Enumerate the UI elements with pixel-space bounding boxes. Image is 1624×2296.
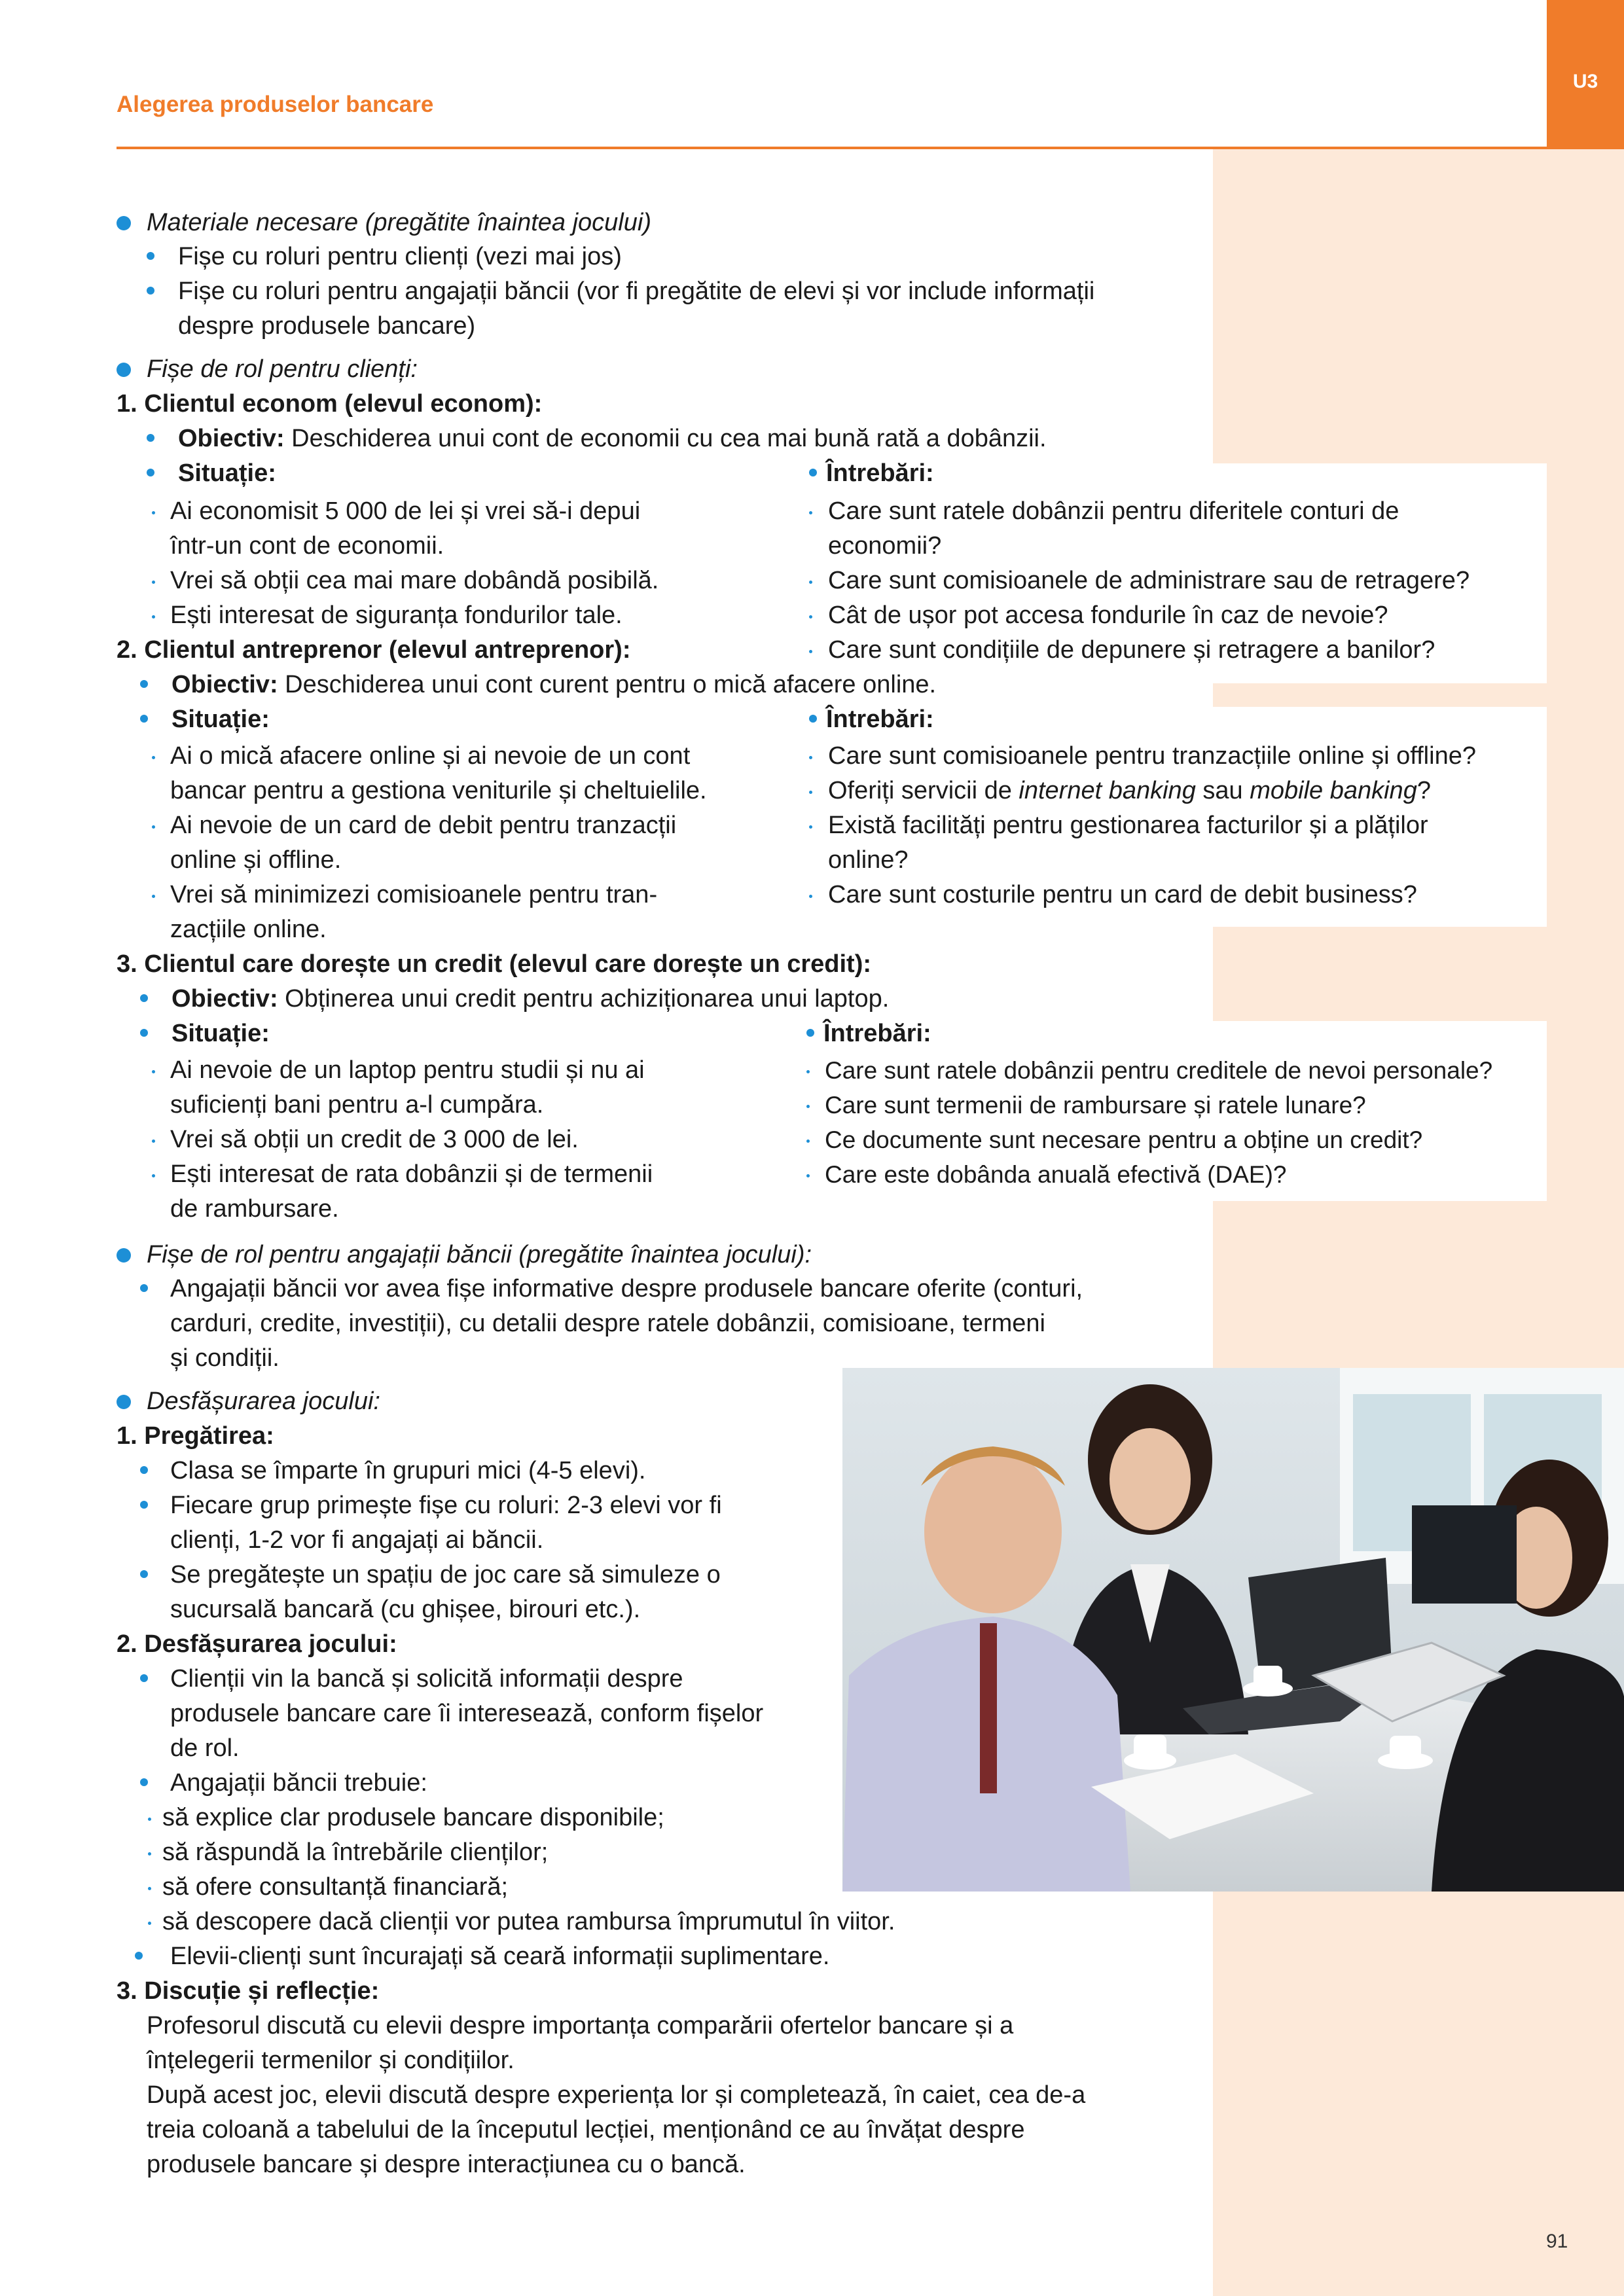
client1-situation: Ai economisit 5 000 de lei și vrei să-i depui bbox=[170, 497, 641, 525]
bullet-icon bbox=[152, 1070, 155, 1073]
bullet-icon bbox=[140, 1284, 148, 1292]
client3-question: Care sunt termenii de rambursare și ratele lunare? bbox=[825, 1092, 1366, 1119]
bullet-icon bbox=[140, 994, 148, 1002]
bullet-icon bbox=[152, 615, 155, 619]
client2-situation: online și offline. bbox=[170, 846, 342, 874]
objective-label: Obiectiv: bbox=[178, 425, 285, 452]
client1-situation: Vrei să obții cea mai mare dobândă posibilă. bbox=[170, 567, 659, 594]
client2-situation: Ai o mică afacere online și ai nevoie de un cont bbox=[170, 742, 691, 770]
bullet-icon bbox=[117, 1395, 131, 1409]
client-cards-heading: Fișe de rol pentru clienți: bbox=[147, 355, 418, 383]
bullet-icon bbox=[809, 650, 812, 653]
bullet-icon bbox=[140, 1778, 148, 1786]
bullet-icon bbox=[117, 1248, 131, 1263]
bullet-icon bbox=[809, 895, 812, 898]
bullet-icon bbox=[147, 434, 154, 442]
bullet-icon bbox=[148, 1852, 151, 1856]
client3-questions-label: Întrebări: bbox=[823, 1020, 931, 1047]
client1-title: 1. Clientul econom (elevul econom): bbox=[117, 390, 543, 418]
client1-objective bbox=[178, 422, 1047, 456]
bullet-icon bbox=[140, 1570, 148, 1578]
bullet-icon bbox=[152, 581, 155, 584]
run-subitem: să explice clar produsele bancare disponibile; bbox=[162, 1804, 664, 1831]
client1-question: Care sunt comisioanele de administrare sau de retragere? bbox=[828, 567, 1470, 594]
bullet-icon bbox=[140, 715, 148, 723]
prep-item: Clasa se împarte în grupuri mici (4-5 elevi). bbox=[170, 1457, 646, 1484]
bullet-icon bbox=[809, 791, 812, 794]
objective-label: Obiectiv: bbox=[171, 985, 278, 1013]
bullet-icon bbox=[809, 715, 817, 723]
bullet-icon bbox=[140, 1466, 148, 1474]
question-text: sau bbox=[1195, 777, 1250, 804]
prep-item: Se pregătește un spațiu de joc care să simuleze o bbox=[170, 1561, 721, 1588]
client1-question: Care sunt ratele dobânzii pentru diferitele conturi de bbox=[828, 497, 1399, 525]
client3-situation: Ai nevoie de un laptop pentru studii și nu ai bbox=[170, 1056, 645, 1084]
client2-question bbox=[828, 774, 1431, 808]
bullet-icon bbox=[809, 756, 812, 759]
bullet-icon bbox=[117, 216, 131, 230]
bullet-icon bbox=[152, 756, 155, 759]
bullet-icon bbox=[152, 825, 155, 829]
client3-objective bbox=[171, 982, 889, 1016]
client3-title: 3. Clientul care dorește un credit (elevul care dorește un credit): bbox=[117, 950, 872, 978]
page-number: 91 bbox=[1546, 2231, 1568, 2252]
run-item: Clienții vin la bancă și solicită informații despre bbox=[170, 1665, 683, 1693]
materials-item: despre produsele bancare) bbox=[178, 312, 476, 340]
client3-question: Ce documente sunt necesare pentru a obține un credit? bbox=[825, 1126, 1423, 1153]
page-header-title: Alegerea produselor bancare bbox=[117, 92, 434, 117]
objective-text: Deschiderea unui cont curent pentru o mică afacere online. bbox=[278, 671, 937, 698]
bullet-icon bbox=[809, 825, 812, 829]
client2-situation-label: Situație: bbox=[171, 706, 270, 733]
run-subitem: să descopere dacă clienții vor putea rambursa împrumutul în viitor. bbox=[162, 1908, 895, 1935]
bullet-icon bbox=[806, 1029, 814, 1037]
client2-situation: zacțiile online. bbox=[170, 916, 327, 943]
bullet-icon bbox=[140, 1501, 148, 1509]
bullet-icon bbox=[152, 1139, 155, 1143]
client2-title: 2. Clientul antreprenor (elevul antreprenor): bbox=[117, 636, 631, 664]
client2-questions-label: Întrebări: bbox=[826, 706, 934, 733]
unit-tab: U3 bbox=[1547, 0, 1624, 149]
game-heading: Desfășurarea jocului: bbox=[147, 1388, 380, 1415]
client1-questions-label: Întrebări: bbox=[826, 459, 934, 487]
bullet-icon bbox=[809, 511, 812, 514]
client1-question: Care sunt condițiile de depunere și retragere a banilor? bbox=[828, 636, 1435, 664]
run-subitem: să ofere consultanță financiară; bbox=[162, 1873, 509, 1901]
bullet-icon bbox=[117, 363, 131, 377]
materials-heading: Materiale necesare (pregătite înaintea jocului) bbox=[147, 209, 651, 236]
bullet-icon bbox=[806, 1139, 810, 1143]
client2-question: Care sunt costurile pentru un card de debit business? bbox=[828, 881, 1417, 908]
bullet-icon bbox=[806, 1174, 810, 1177]
question-text: ? bbox=[1416, 777, 1431, 804]
discussion-text: înțelegerii termenilor și condițiilor. bbox=[147, 2047, 514, 2074]
bullet-icon bbox=[135, 1952, 143, 1960]
bullet-icon bbox=[148, 1887, 151, 1890]
bullet-icon bbox=[806, 1105, 810, 1108]
run-item: produsele bancare care îi interesează, conform fișelor bbox=[170, 1700, 764, 1727]
bank-cards-text: carduri, credite, investiții), cu detalii despre ratele dobânzii, comisioane, termeni bbox=[170, 1310, 1045, 1337]
bullet-icon bbox=[809, 615, 812, 619]
run-item: Elevii-clienți sunt încurajați să ceară informații suplimentare. bbox=[170, 1943, 830, 1970]
bullet-icon bbox=[152, 895, 155, 898]
bullet-icon bbox=[806, 1070, 810, 1073]
client2-situation: Ai nevoie de un card de debit pentru tranzacții bbox=[170, 812, 677, 839]
prep-title: 1. Pregătirea: bbox=[117, 1422, 274, 1450]
client1-situation-label: Situație: bbox=[178, 459, 276, 487]
client1-question: Cât de ușor pot accesa fondurile în caz de nevoie? bbox=[828, 601, 1388, 629]
client1-situation: într-un cont de economii. bbox=[170, 532, 444, 560]
client3-situation-label: Situație: bbox=[171, 1020, 270, 1047]
objective-text: Deschiderea unui cont de economii cu cea mai bună rată a dobânzii. bbox=[284, 425, 1047, 452]
prep-item: clienți, 1-2 vor fi angajați ai băncii. bbox=[170, 1526, 544, 1554]
bank-cards-heading: Fișe de rol pentru angajații băncii (pregătite înaintea jocului): bbox=[147, 1241, 812, 1268]
client2-situation: bancar pentru a gestiona veniturile și cheltuielile. bbox=[170, 777, 707, 804]
bullet-icon bbox=[152, 1174, 155, 1177]
bank-cards-text: Angajații băncii vor avea fișe informative despre produsele bancare oferite (conturi, bbox=[170, 1275, 1083, 1302]
bullet-icon bbox=[140, 1029, 148, 1037]
client2-question: online? bbox=[828, 846, 909, 874]
bullet-icon bbox=[148, 1818, 151, 1821]
client3-situation: suficienți bani pentru a-l cumpăra. bbox=[170, 1091, 544, 1119]
prep-item: Fiecare grup primește fișe cu roluri: 2-3 elevi vor fi bbox=[170, 1492, 722, 1519]
bullet-icon bbox=[140, 680, 148, 688]
materials-item: Fișe cu roluri pentru clienți (vezi mai jos) bbox=[178, 243, 622, 270]
run-title: 2. Desfășurarea jocului: bbox=[117, 1630, 397, 1658]
client3-question: Care sunt ratele dobânzii pentru creditele de nevoi personale? bbox=[825, 1057, 1493, 1084]
discussion-text: treia coloană a tabelului de la începutul lecției, menționând ce au învățat despre bbox=[147, 2116, 1025, 2144]
client2-objective bbox=[171, 668, 936, 702]
bullet-icon bbox=[809, 581, 812, 584]
run-item: Angajații băncii trebuie: bbox=[170, 1769, 427, 1797]
client1-situation: Ești interesat de siguranța fondurilor tale. bbox=[170, 601, 623, 629]
discussion-text: Profesorul discută cu elevii despre importanța comparării ofertelor bancare și a bbox=[147, 2012, 1014, 2039]
bullet-icon bbox=[147, 469, 154, 476]
bank-cards-text: și condiții. bbox=[170, 1344, 280, 1372]
bullet-icon bbox=[148, 1922, 151, 1925]
objective-label: Obiectiv: bbox=[171, 671, 278, 698]
objective-text: Obținerea unui credit pentru achiziționarea unui laptop. bbox=[278, 985, 890, 1013]
bullet-icon bbox=[809, 469, 817, 476]
client3-situation: Ești interesat de rata dobânzii și de termenii bbox=[170, 1160, 653, 1188]
client3-situation: de rambursare. bbox=[170, 1195, 339, 1223]
bullet-icon bbox=[147, 252, 154, 260]
bullet-icon bbox=[140, 1674, 148, 1682]
run-subitem: să răspundă la întrebările clienților; bbox=[162, 1839, 549, 1866]
client3-situation: Vrei să obții un credit de 3 000 de lei. bbox=[170, 1126, 579, 1153]
materials-item: Fișe cu roluri pentru angajații băncii (vor fi pregătite de elevi și vor include informații bbox=[178, 278, 1095, 305]
bullet-icon bbox=[147, 287, 154, 295]
client3-question: Care este dobânda anuală efectivă (DAE)? bbox=[825, 1161, 1287, 1188]
client2-question: Care sunt comisioanele pentru tranzacțiile online și offline? bbox=[828, 742, 1476, 770]
discussion-title: 3. Discuție și reflecție: bbox=[117, 1977, 380, 2005]
discussion-text: După acest joc, elevii discută despre experiența lor și completează, în caiet, cea de-a bbox=[147, 2081, 1086, 2109]
client2-question: Există facilități pentru gestionarea facturilor și a plăților bbox=[828, 812, 1428, 839]
client1-question: economii? bbox=[828, 532, 942, 560]
header-divider bbox=[117, 147, 1547, 149]
question-text: Oferiți servicii de bbox=[828, 777, 1019, 804]
prep-item: sucursală bancară (cu ghișee, birouri etc.). bbox=[170, 1596, 641, 1623]
question-term: internet banking bbox=[1019, 777, 1196, 804]
discussion-text: produsele bancare și despre interacțiunea cu o bancă. bbox=[147, 2151, 746, 2178]
bullet-icon bbox=[152, 511, 155, 514]
business-meeting-photo bbox=[842, 1368, 1624, 1892]
question-term: mobile banking bbox=[1250, 777, 1417, 804]
client2-situation: Vrei să minimizezi comisioanele pentru tran- bbox=[170, 881, 658, 908]
run-item: de rol. bbox=[170, 1734, 240, 1762]
